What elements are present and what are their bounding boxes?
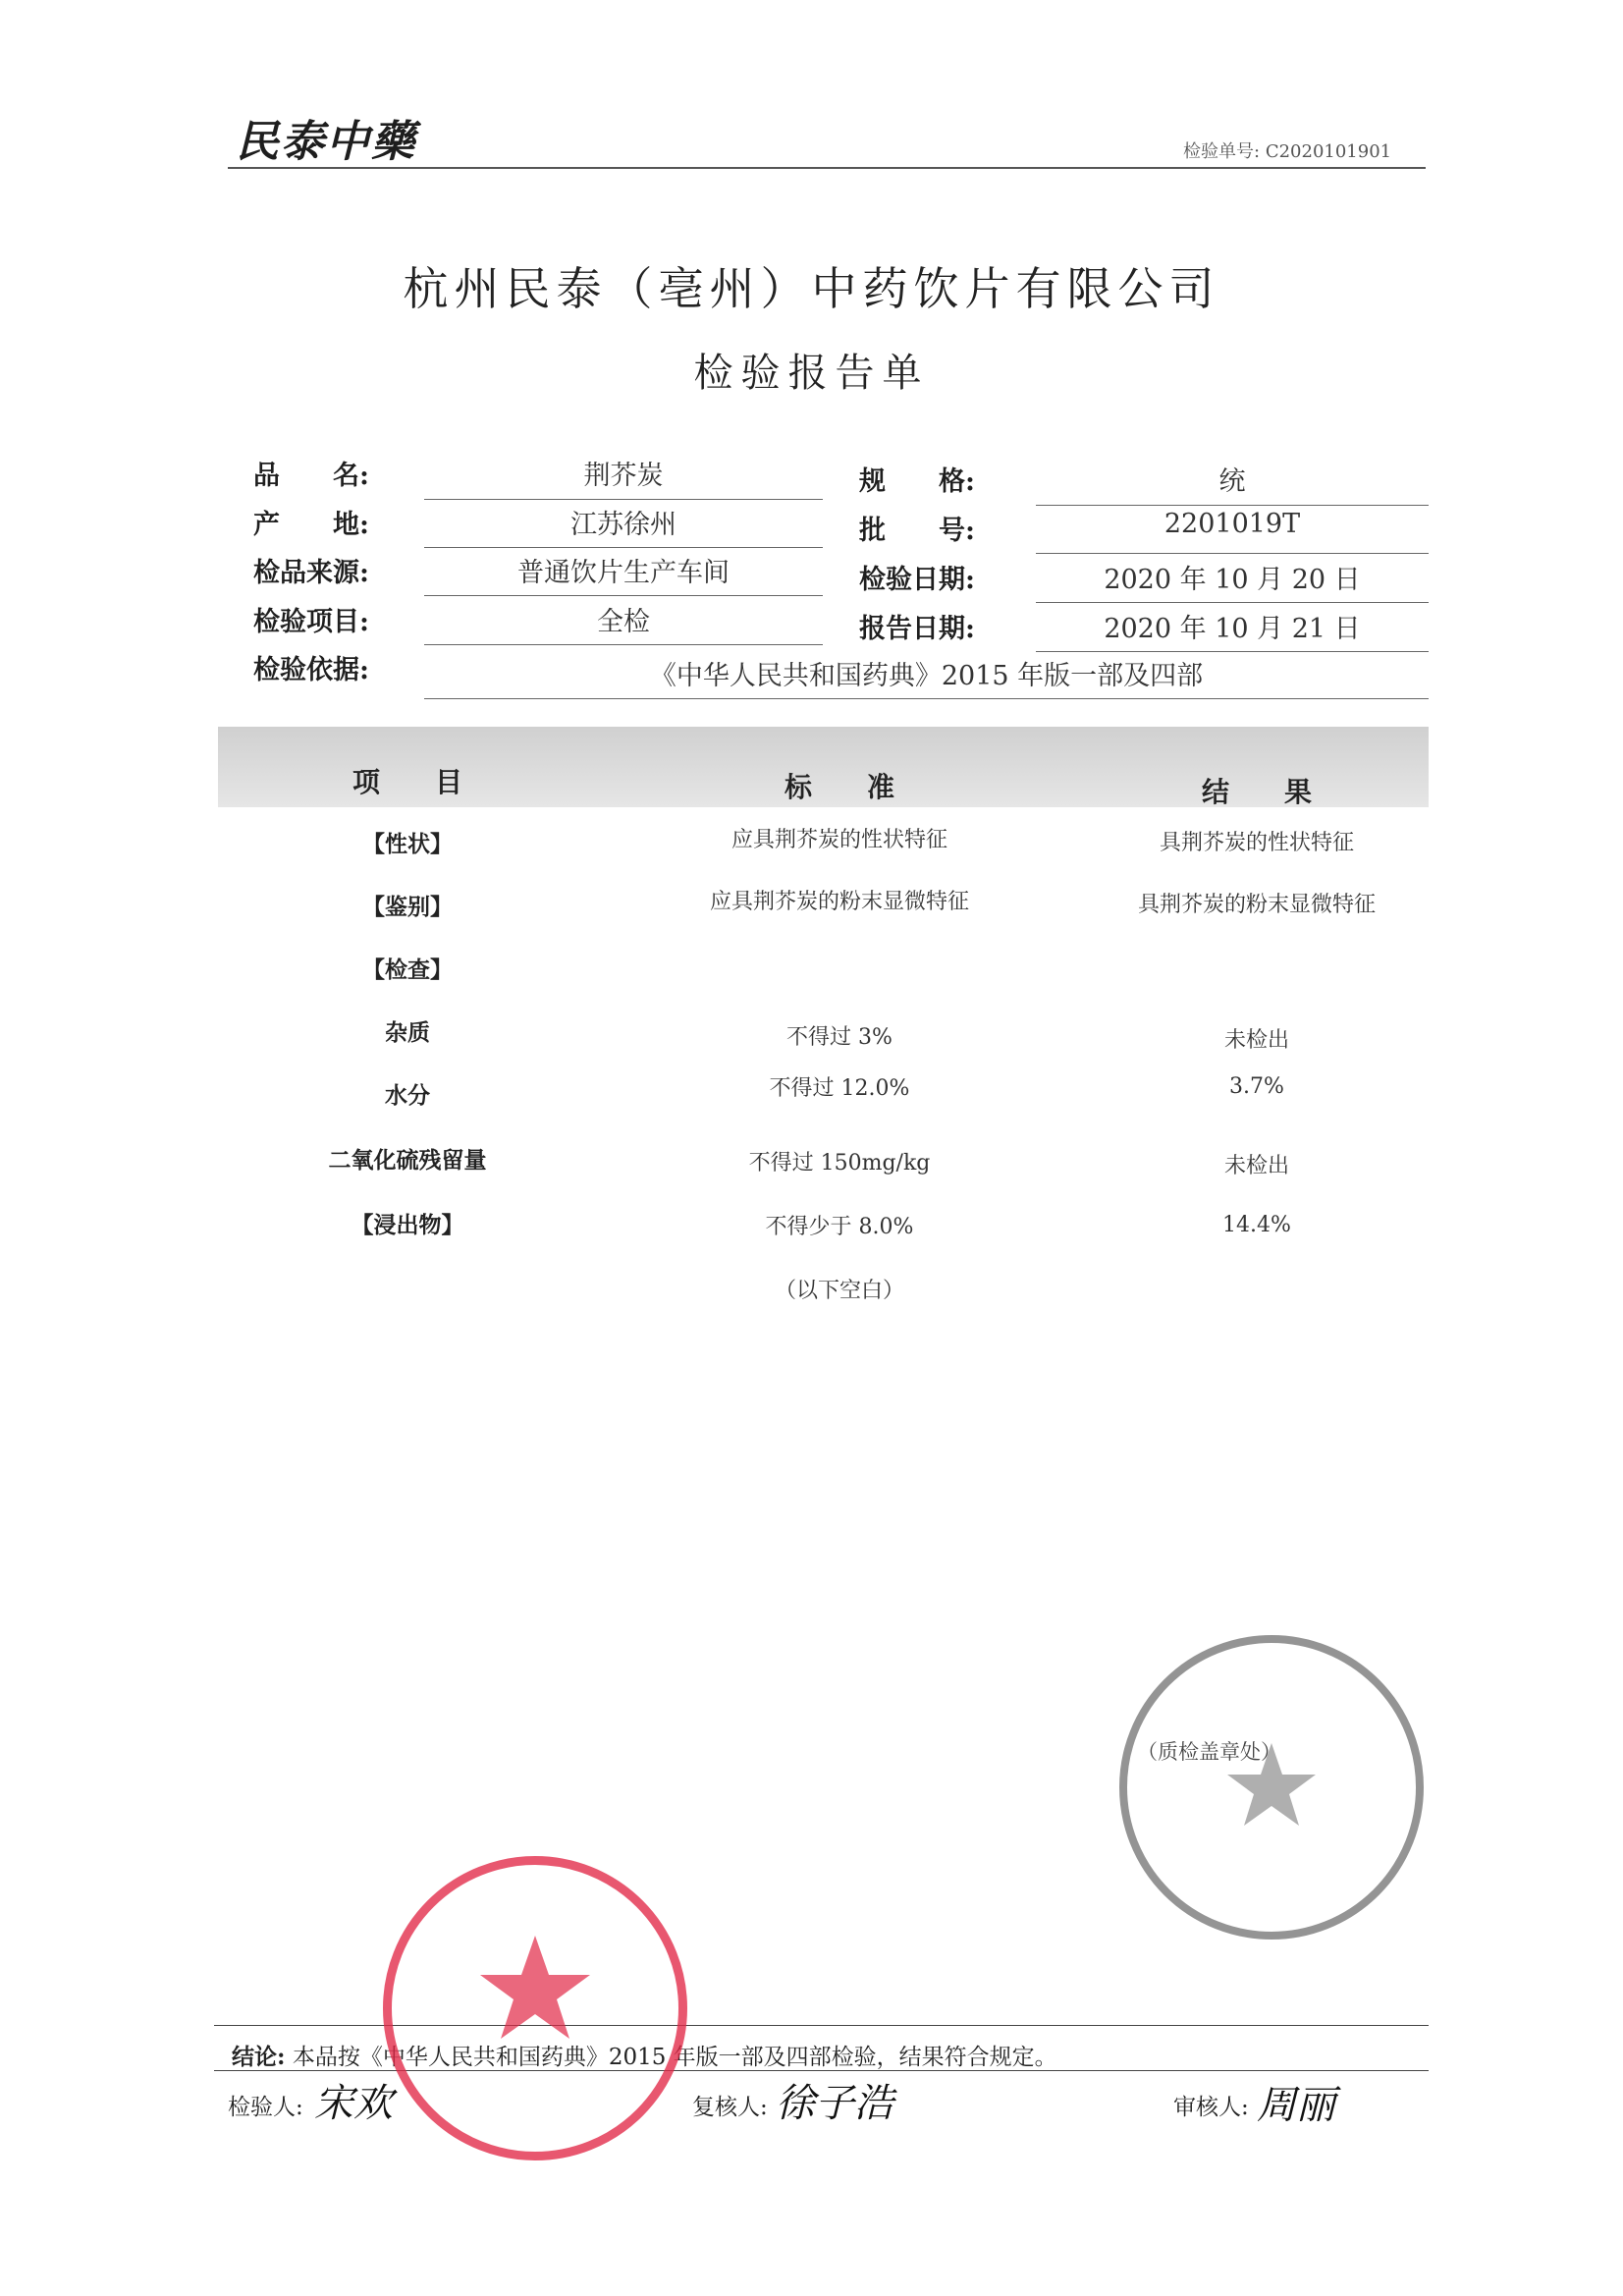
test-date-underline [1036,602,1429,603]
row-standard: 不得少于 8.0% [765,1215,914,1239]
seal-star-icon [480,1936,590,2039]
report-number-label: 检验单号: [1183,141,1261,162]
row-result: 未检出 [1223,1154,1289,1178]
report-number-value: C2020101901 [1265,141,1392,162]
row-standard: 不得过 12.0% [769,1076,910,1101]
stamp-caption: （质检盖章处） [1137,1740,1281,1764]
origin-underline [424,547,823,548]
row-item: 【鉴别】 [362,894,453,920]
company-name: 杭州民泰（亳州）中药饮片有限公司 [403,262,1220,315]
inspection-seal [1119,1635,1424,1940]
blank-note: （以下空白） [774,1279,904,1303]
report-number [1183,137,1391,163]
source-value: 普通饮片生产车间 [517,558,730,588]
name-label: 品 名: [253,461,369,491]
row-item: 水分 [385,1082,430,1109]
batch-label: 批 号: [859,516,975,546]
inspector-label: 检验人: [228,2095,303,2120]
spec-label: 规 格: [859,466,975,497]
row-result: 3.7% [1229,1074,1284,1099]
spec-value: 统 [1218,466,1246,497]
row-standard: 不得过 3% [786,1025,893,1050]
row-result: 具荆芥炭的性状特征 [1159,831,1354,855]
row-standard: 应具荆芥炭的性状特征 [730,828,947,852]
items-label: 检验项目: [253,607,369,637]
batch-underline [1036,553,1429,554]
origin-value: 江苏徐州 [570,510,676,540]
report-date-value: 2020 年 10 月 21 日 [1104,614,1361,644]
row-standard: 应具荆芥炭的粉末显微特征 [709,890,969,914]
row-result: 具荆芥炭的粉末显微特征 [1137,893,1376,917]
basis-underline [424,698,1429,699]
row-standard: 不得过 150mg/kg [748,1151,931,1175]
approver-label: 审核人: [1173,2095,1249,2120]
reviewer-label: 复核人: [692,2095,768,2120]
source-underline [424,595,823,596]
row-item: 【浸出物】 [351,1212,464,1238]
spec-underline [1036,505,1429,506]
report-date-label: 报告日期: [859,614,975,644]
quality-seal [383,1856,687,2160]
header-result: 结 果 [1201,776,1312,808]
inspector-signature: 宋欢 [314,2081,393,2126]
row-result: 14.4% [1222,1213,1291,1237]
header-item: 项 目 [352,766,462,798]
conclusion-label: 结论: [232,2044,286,2070]
row-item: 二氧化硫残留量 [328,1147,487,1174]
items-value: 全检 [597,607,650,637]
document-title: 检验报告单 [693,351,930,396]
items-underline [424,644,823,645]
row-item: 【检查】 [362,957,453,983]
row-item: 【性状】 [362,831,453,857]
header-divider [228,167,1426,169]
test-date-value: 2020 年 10 月 20 日 [1104,565,1361,595]
basis-value: 《中华人民共和国药典》2015 年版一部及四部 [649,661,1204,691]
conclusion-text: 本品按《中华人民共和国药典》2015 年版一部及四部检验，结果符合规定。 [292,2045,1057,2070]
approver-signature: 周丽 [1257,2083,1335,2128]
origin-label: 产 地: [253,510,369,540]
test-date-label: 检验日期: [859,565,975,595]
company-logo: 民泰中藥 [236,117,416,167]
name-value: 荆芥炭 [583,461,664,491]
row-item: 杂质 [385,1019,430,1046]
row-result: 未检出 [1223,1028,1289,1053]
name-underline [424,499,823,500]
header-standard: 标 准 [784,771,894,803]
source-label: 检品来源: [253,558,369,588]
reviewer-signature: 徐子浩 [776,2081,893,2126]
basis-label: 检验依据: [253,655,369,685]
batch-value: 2201019T [1163,509,1301,539]
report-date-underline [1036,651,1429,652]
